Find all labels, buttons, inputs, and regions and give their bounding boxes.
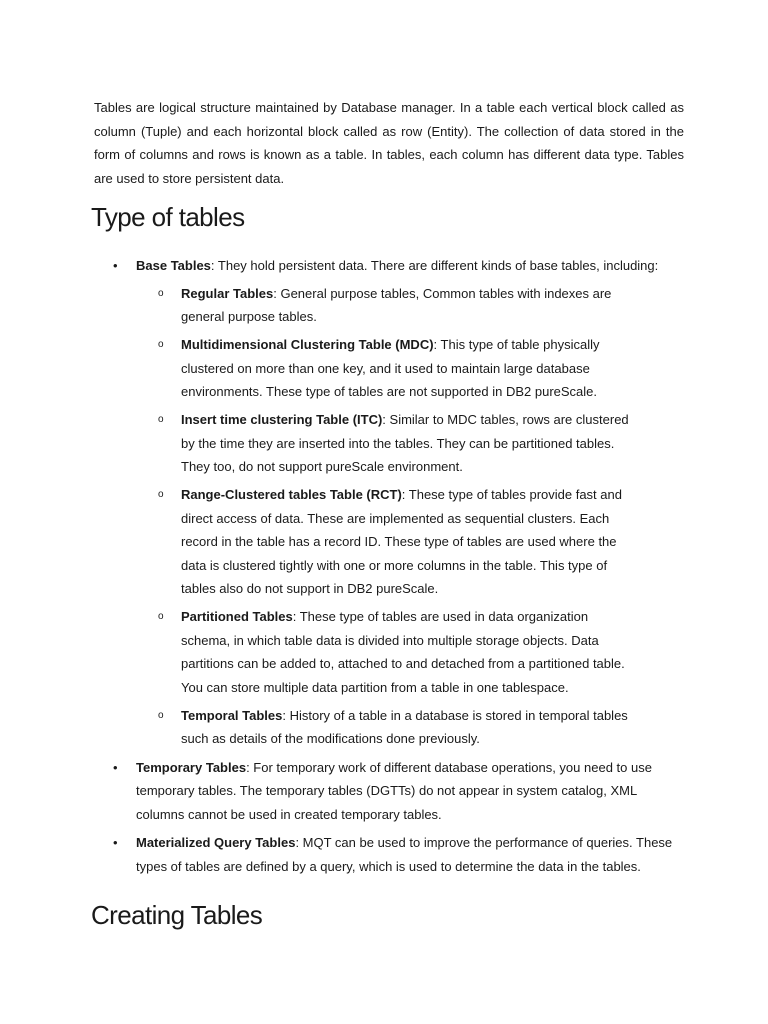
sub-item-rct	[136, 483, 639, 601]
circle-bullet-icon: o	[158, 489, 164, 500]
term-mdc: Multidimensional Clustering Table (MDC)	[181, 337, 434, 352]
term-temporary-tables: Temporary Tables	[136, 759, 247, 775]
term-rct: Range-Clustered tables Table (RCT)	[181, 487, 402, 502]
desc-temporary-tables: : For temporary work of different database operations, you need to use temporary tables. The temporary tables (DGTTs) do not appear in system catalog, XML columns cannot be used in created temporary tables.	[136, 759, 652, 822]
term-partitioned-tables: Partitioned Tables	[181, 609, 293, 624]
circle-bullet-icon: o	[158, 287, 164, 299]
circle-bullet-icon: o	[158, 414, 164, 425]
base-tables-sublist	[136, 282, 684, 751]
sub-item-itc	[136, 408, 639, 479]
desc-rct: : These type of tables provide fast and direct access of data. These are implemented as sequential clusters. Each record in the table has a record ID. These type of tables are used where the data is clustered tightly with one or more columns in the table. This type of tables also do not support in DB2 pureScale.	[181, 487, 622, 596]
bullet-icon: •	[113, 759, 118, 775]
sub-item-temporal-tables	[136, 704, 639, 751]
desc-mdc: : This type of table physically clustered on more than one key, and it used to maintain large database environments. These type of tables are not supported in DB2 pureScale.	[181, 337, 600, 399]
desc-base-tables: : They hold persistent data. There are different kinds of base tables, including:	[210, 258, 659, 273]
table-types-list	[0, 254, 768, 883]
sub-item-mdc	[136, 333, 639, 404]
term-temporal-tables: Temporal Tables	[181, 707, 283, 723]
heading-creating-tables: Creating Tables	[91, 900, 263, 930]
desc-partitioned-tables: : These type of tables are used in data organization schema, in which table data is divided into multiple storage objects. Data partitions can be added to, attached to and detached from a partitioned table. You can store multiple data partition from a table in one tablespace.	[181, 609, 625, 695]
desc-regular-tables: : General purpose tables, Common tables with indexes are general purpose tables.	[181, 285, 612, 324]
desc-mqt: : MQT can be used to improve the performance of queries. These types of tables are defined by a query, which is used to determine the data in the tables.	[136, 835, 673, 874]
circle-bullet-icon: o	[158, 709, 164, 721]
list-item-base-tables	[0, 254, 684, 751]
term-mqt: Materialized Query Tables	[136, 835, 296, 850]
intro-paragraph: Tables are logical structure maintained by Database manager. In a table each vertical block called as column (Tuple) and each horizontal block called as row (Entity). The collection of data stored in the form of columns and rows is known as a table. In tables, each column has different data type. Tables are used to store persistent data.	[94, 100, 684, 186]
desc-temporal-tables: : History of a table in a database is stored in temporal tables such as details of the modifications done previously.	[181, 707, 628, 746]
list-item-mqt	[0, 831, 684, 878]
heading-type-of-tables: Type of tables	[91, 202, 245, 232]
term-base-tables: Base Tables	[136, 258, 211, 273]
sub-item-regular-tables	[136, 282, 639, 329]
sub-item-partitioned-tables	[136, 605, 639, 699]
list-item-temporary-tables	[0, 756, 684, 827]
desc-itc: : Similar to MDC tables, rows are clustered by the time they are inserted into the tables. They can be partitioned tables. They too, do not support pureScale environment.	[181, 412, 629, 474]
bullet-icon: •	[113, 258, 118, 273]
circle-bullet-icon: o	[158, 611, 164, 622]
term-itc: Insert time clustering Table (ITC)	[181, 412, 383, 427]
circle-bullet-icon: o	[158, 339, 164, 350]
bullet-icon: •	[113, 835, 118, 850]
term-regular-tables: Regular Tables	[181, 285, 274, 301]
